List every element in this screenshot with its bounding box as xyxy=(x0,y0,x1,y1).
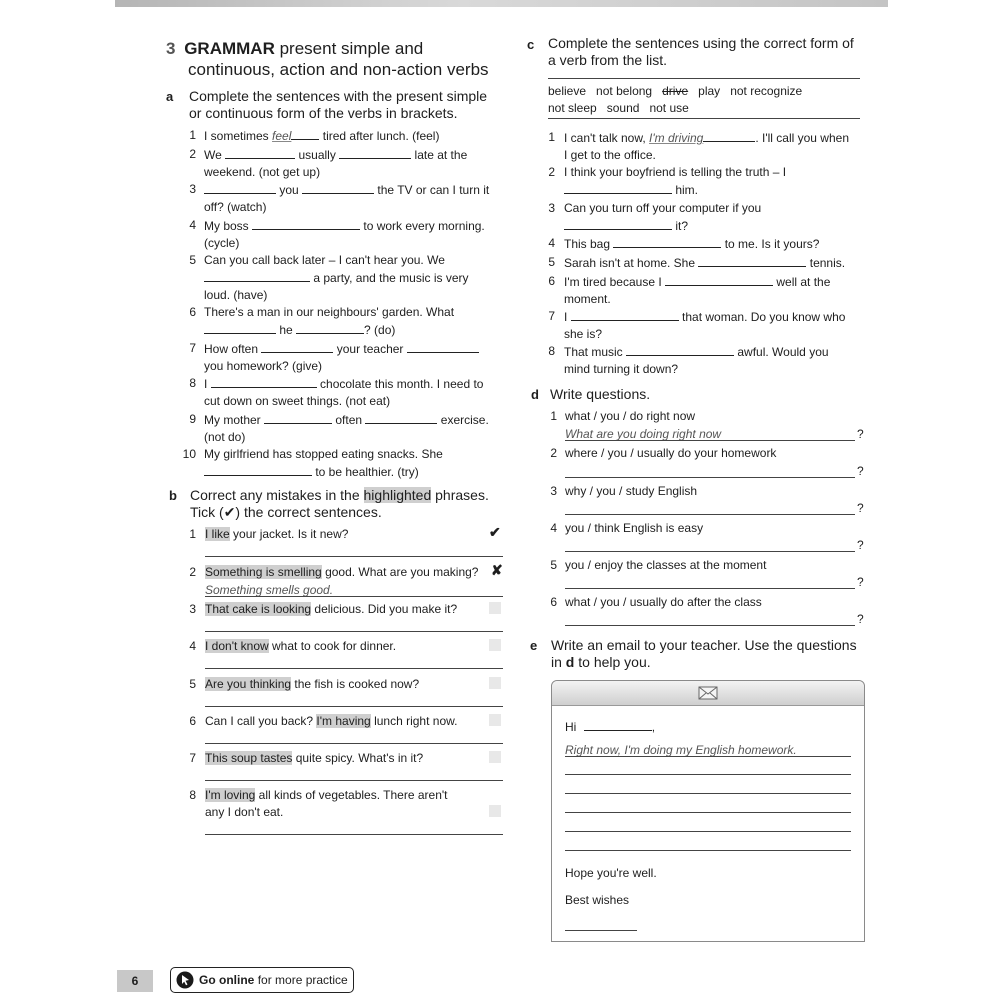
answer-blank[interactable] xyxy=(261,340,333,353)
question-mark: ? xyxy=(857,538,864,552)
word-list-row-2 xyxy=(548,100,689,117)
exercise-b-item-8: I'm loving all kinds of vegetables. There aren't any I don't eat. xyxy=(205,788,448,819)
item-number: 8 xyxy=(189,788,196,802)
word-item: believe xyxy=(548,84,587,98)
word-item: play xyxy=(698,84,721,98)
item-number: 1 xyxy=(189,527,196,541)
exercise-c-item-3: Can you turn off your computer if you it? xyxy=(564,201,762,233)
item-number: 5 xyxy=(548,255,555,269)
tick-box[interactable] xyxy=(489,677,501,689)
exercise-a-item-7: How often your teacher you homework? (give) xyxy=(204,340,479,375)
item-number: 6 xyxy=(189,305,196,319)
answer-blank[interactable] xyxy=(302,181,374,194)
item-number: 3 xyxy=(550,484,557,498)
answer-line[interactable] xyxy=(565,588,855,589)
exercise-a-item-10: My girlfriend has stopped eating snacks. She to be healthier. (try) xyxy=(204,447,443,479)
exercise-d-item-2: where / you / usually do your homework xyxy=(565,446,777,460)
section-e-instruction: Write an email to your teacher. Use the questions in d to help you. xyxy=(551,637,857,670)
go-online-button[interactable] xyxy=(170,967,354,993)
tick-box[interactable] xyxy=(489,805,501,817)
answer-blank[interactable] xyxy=(703,129,755,142)
answer-line[interactable] xyxy=(565,440,855,441)
highlighted-phrase: I like xyxy=(205,527,230,541)
email-line[interactable] xyxy=(565,812,851,813)
word-list-row-1 xyxy=(548,83,802,100)
email-line[interactable] xyxy=(565,831,851,832)
answer-line[interactable] xyxy=(565,477,855,478)
example-answer: What are you doing right now xyxy=(565,427,722,441)
answer-blank[interactable] xyxy=(204,321,276,334)
exercise-number: 3 xyxy=(166,39,176,58)
item-number: 8 xyxy=(189,376,196,390)
cursor-arrow-icon xyxy=(176,971,194,989)
answer-line[interactable] xyxy=(205,556,503,557)
item-number: 7 xyxy=(189,751,196,765)
answer-blank[interactable] xyxy=(291,127,319,140)
tick-box[interactable] xyxy=(489,602,501,614)
answer-blank[interactable] xyxy=(296,321,364,334)
tick-box[interactable] xyxy=(489,639,501,651)
item-number: 7 xyxy=(548,309,555,323)
top-band xyxy=(115,0,888,7)
item-number: 8 xyxy=(548,344,555,358)
item-number: 5 xyxy=(550,558,557,572)
tick-box[interactable] xyxy=(489,714,501,726)
answer-line[interactable] xyxy=(565,551,855,552)
word-item-used: drive xyxy=(662,84,689,98)
section-d-letter: d xyxy=(531,387,539,402)
email-closing-1: Hope you're well. xyxy=(565,866,657,880)
exercise-c-item-6: I'm tired because I well at the moment. xyxy=(564,275,831,306)
answer-blank[interactable] xyxy=(571,308,679,321)
highlighted-phrase: I'm loving xyxy=(205,788,256,802)
exercise-b-item-3: That cake is looking delicious. Did you make it? xyxy=(205,602,458,616)
example-answer: Something smells good. xyxy=(205,583,334,597)
exercise-c-item-8: That music awful. Would you mind turning it down? xyxy=(564,345,829,376)
exercise-b-item-2: Something is smelling good. What are you making? xyxy=(205,565,479,579)
item-number: 2 xyxy=(548,165,555,179)
email-example-line: Right now, I'm doing my English homework. xyxy=(565,743,797,757)
email-line[interactable] xyxy=(565,756,851,757)
highlighted-phrase: I don't know xyxy=(205,639,269,653)
section-d-title: Write questions. xyxy=(550,386,651,402)
answer-blank[interactable] xyxy=(339,146,411,159)
answer-blank[interactable] xyxy=(407,340,479,353)
exercise-a-item-8: I chocolate this month. I need to cut down on sweet things. (not eat) xyxy=(204,377,484,408)
tick-box[interactable] xyxy=(489,751,501,763)
answer-line[interactable] xyxy=(205,596,503,597)
item-number: 4 xyxy=(189,218,196,232)
exercise-d-item-6: what / you / usually do after the class xyxy=(565,595,762,609)
grammar-label: GRAMMAR xyxy=(184,39,275,58)
highlighted-phrase: Are you thinking xyxy=(205,677,292,691)
example-answer: I'm driving xyxy=(649,131,704,145)
answer-blank[interactable] xyxy=(665,273,773,286)
answer-blank[interactable] xyxy=(365,411,437,424)
word-item: not belong xyxy=(596,84,653,98)
word-item: not use xyxy=(649,101,689,115)
exercise-a-item-3: you the TV or can I turn it off? (watch) xyxy=(204,183,490,214)
section-b-instruction: Correct any mistakes in the highlighted phrases. Tick (✔) the correct sentences. xyxy=(190,487,489,520)
exercise-c-item-1: I can't talk now, I'm driving . I'll call you when I get to the office. xyxy=(564,131,849,162)
answer-blank[interactable] xyxy=(698,254,806,267)
go-online-label: Go online xyxy=(199,973,255,987)
exercise-d-item-3: why / you / study English xyxy=(565,484,698,498)
highlighted-phrase: Something is smelling xyxy=(205,565,322,579)
answer-line[interactable] xyxy=(205,834,503,835)
title-line-2: continuous, action and non-action verbs xyxy=(188,60,489,79)
item-number: 6 xyxy=(548,274,555,288)
word-box-bottom-rule xyxy=(548,118,860,119)
section-b-letter: b xyxy=(169,488,177,503)
exercise-a-item-5: Can you call back later – I can't hear you. We a party, and the music is very loud. (have) xyxy=(204,253,469,302)
exercise-a-item-9: My mother often exercise. (not do) xyxy=(204,413,489,444)
answer-blank[interactable] xyxy=(225,146,295,159)
item-number: 3 xyxy=(189,182,196,196)
section-c-instruction: Complete the sentences using the correct form of a verb from the list. xyxy=(548,35,854,68)
answer-line[interactable] xyxy=(565,514,855,515)
item-number: 6 xyxy=(189,714,196,728)
exercise-a-item-2: We usually late at the weekend. (not get up) xyxy=(204,148,468,179)
answer-line[interactable] xyxy=(205,668,503,669)
exercise-a-item-1: I sometimes feel tired after lunch. (feel) xyxy=(204,129,440,143)
answer-blank[interactable] xyxy=(564,217,672,230)
answer-line[interactable] xyxy=(205,780,503,781)
section-c-letter: c xyxy=(527,37,535,52)
word-box-top-rule xyxy=(548,78,860,79)
page-number: 6 xyxy=(117,970,153,992)
more-practice-label: for more practice xyxy=(257,973,348,987)
question-mark: ? xyxy=(857,427,864,441)
question-mark: ? xyxy=(857,612,864,626)
answer-blank[interactable] xyxy=(211,375,317,388)
answer-line[interactable] xyxy=(205,706,503,707)
exercise-c-item-7: I that woman. Do you know who she is? xyxy=(564,310,846,341)
section-header xyxy=(166,38,489,80)
title-rest: present simple and xyxy=(279,39,424,58)
item-number: 1 xyxy=(548,130,555,144)
answer-blank[interactable] xyxy=(264,411,332,424)
answer-line[interactable] xyxy=(205,743,503,744)
answer-blank[interactable] xyxy=(626,343,734,356)
word-item: not sleep xyxy=(548,101,597,115)
highlighted-phrase: I'm having xyxy=(316,714,371,728)
exercise-d-item-5: you / enjoy the classes at the moment xyxy=(565,558,767,572)
email-greeting: Hi , xyxy=(565,720,656,734)
item-number: 10 xyxy=(182,447,196,461)
answer-blank[interactable] xyxy=(204,463,312,476)
item-number: 6 xyxy=(550,595,557,609)
answer-line[interactable] xyxy=(565,625,855,626)
email-line[interactable] xyxy=(565,793,851,794)
exercise-c-item-4: This bag to me. Is it yours? xyxy=(564,237,820,251)
question-mark: ? xyxy=(857,575,864,589)
cross-icon[interactable]: ✘ xyxy=(491,562,503,578)
exercise-d-item-4: you / think English is easy xyxy=(565,521,704,535)
answer-blank[interactable] xyxy=(564,181,672,194)
item-number: 2 xyxy=(189,565,196,579)
example-answer: feel xyxy=(272,129,292,143)
item-number: 4 xyxy=(550,521,557,535)
item-number: 5 xyxy=(189,253,196,267)
exercise-c-item-5: Sarah isn't at home. She tennis. xyxy=(564,256,846,270)
highlighted-word: highlighted xyxy=(363,487,432,503)
answer-line[interactable] xyxy=(205,631,503,632)
item-number: 7 xyxy=(189,341,196,355)
email-title-bar xyxy=(552,681,864,706)
item-number: 1 xyxy=(189,128,196,142)
highlighted-phrase: This soup tastes xyxy=(205,751,293,765)
answer-blank[interactable] xyxy=(252,217,360,230)
email-line[interactable] xyxy=(565,850,851,851)
exercise-a-item-4: My boss to work every morning. (cycle) xyxy=(204,219,485,250)
exercise-a-item-6: There's a man in our neighbours' garden. What he ? (do) xyxy=(204,305,455,337)
signature-line[interactable] xyxy=(565,930,637,931)
item-number: 2 xyxy=(189,147,196,161)
email-line[interactable] xyxy=(565,774,851,775)
section-a-instruction: Complete the sentences with the present simple or continuous form of the verbs in brackets. xyxy=(189,88,488,121)
section-e-letter: e xyxy=(530,638,538,653)
question-mark: ? xyxy=(857,464,864,478)
exercise-b-item-4: I don't know what to cook for dinner. xyxy=(205,639,397,653)
exercise-b-item-7: This soup tastes quite spicy. What's in it? xyxy=(205,751,424,765)
name-blank[interactable] xyxy=(584,718,652,731)
email-closing-2: Best wishes xyxy=(565,893,630,907)
envelope-icon xyxy=(698,686,718,700)
item-number: 3 xyxy=(189,602,196,616)
exercise-d-item-1: what / you / do right now xyxy=(565,409,696,423)
answer-blank[interactable] xyxy=(204,181,276,194)
exercise-b-item-5: Are you thinking the fish is cooked now? xyxy=(205,677,420,691)
tick-icon[interactable]: ✔ xyxy=(489,524,501,540)
item-number: 4 xyxy=(189,639,196,653)
question-mark: ? xyxy=(857,501,864,515)
item-number: 2 xyxy=(550,446,557,460)
exercise-b-item-6: Can I call you back? I'm having lunch right now. xyxy=(205,714,458,728)
word-item: not recognize xyxy=(730,84,803,98)
item-number: 3 xyxy=(548,201,555,215)
exercise-c-item-2: I think your boyfriend is telling the truth – I him. xyxy=(564,165,787,197)
answer-blank[interactable] xyxy=(613,235,721,248)
item-number: 1 xyxy=(550,409,557,423)
item-number: 9 xyxy=(189,412,196,426)
item-number: 4 xyxy=(548,236,555,250)
answer-blank[interactable] xyxy=(204,269,310,282)
item-number: 5 xyxy=(189,677,196,691)
section-a-letter: a xyxy=(166,89,174,104)
highlighted-phrase: That cake is looking xyxy=(205,602,312,616)
exercise-b-item-1: I like your jacket. Is it new? xyxy=(205,527,349,541)
word-item: sound xyxy=(606,101,640,115)
email-card xyxy=(551,680,865,942)
